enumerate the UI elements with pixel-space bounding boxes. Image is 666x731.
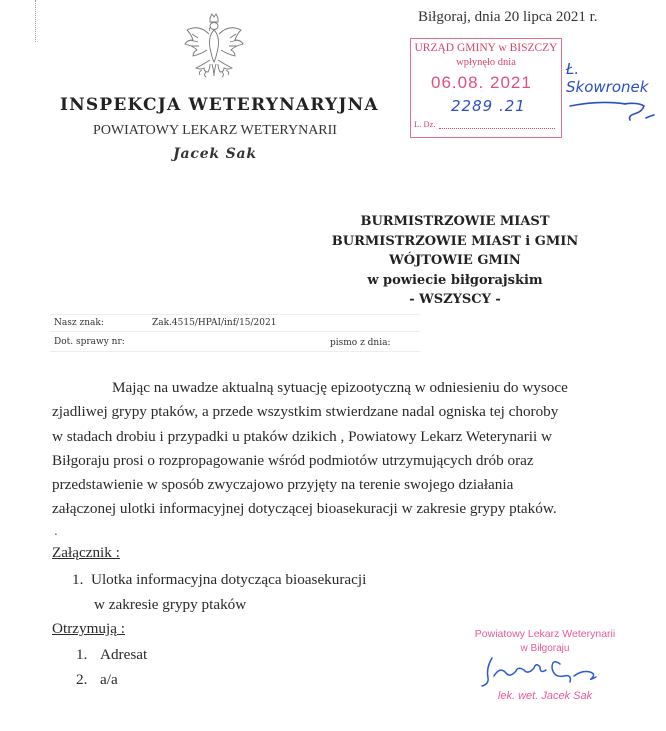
distribution-text: a/a [100, 670, 118, 688]
polish-eagle-icon [182, 12, 246, 80]
addressee-line: BURMISTRZOWIE MIAST [360, 214, 550, 229]
signature-stamp-name: lek. wet. Jacek Sak [497, 690, 593, 702]
organization-subtitle: POWIATOWY LEKARZ WETERYNARII [93, 123, 337, 138]
receipt-stamp [410, 38, 562, 138]
trailing-dot: . [54, 524, 58, 538]
body-line: w stadach drobiu i przypadki u ptaków dzikich , Powiatowy Lekarz Weterynarii w [52, 427, 552, 445]
handwritten-signature [470, 656, 620, 688]
body-line: zjadliwej grypy ptaków, a przede wszystkim stwierdzane nadal ogniska tej choroby [52, 403, 559, 421]
body-line: Biłgoraju prosi o rozpropagowanie wśród podmiotów utrzymujących drób oraz [52, 451, 534, 469]
stamp-received-label: wpłynęło dnia [456, 57, 516, 68]
handwritten-ink-strokes [566, 96, 662, 136]
our-reference-value: Zak.4515/HPAI/inf/15/2021 [152, 318, 277, 328]
stamp-ldz-number: 2289 .21 [451, 97, 526, 115]
attachment-item [72, 568, 366, 617]
reference-divider [50, 331, 420, 332]
addressee-line: w powiecie biłgorajskim [367, 272, 543, 288]
stamp-received-date: 06.08. 2021 [431, 73, 532, 92]
our-reference-label: Nasz znak: [54, 318, 104, 328]
addressee-line: WÓJTOWIE GMIN [389, 253, 521, 268]
body-line: przedstawienie w sposób zwyczajowo przyjęty na terenie swojego działania [52, 476, 514, 494]
attachment-text: Ulotka informacyjna dotycząca bioasekuracji [90, 571, 367, 588]
distribution-number: 2. [76, 670, 88, 688]
case-number-label: Dot. sprawy nr: [54, 337, 125, 347]
body-line: załączonej ulotki informacyjnej dotyczącej bioasekuracji w zakresie grypy ptaków. [52, 500, 557, 518]
distribution-item [76, 643, 147, 668]
reference-divider [50, 314, 420, 315]
signature-stamp-place: w Biłgoraju [520, 643, 570, 654]
stamp-office-name: URZĄD GMINY w BISZCZY [414, 42, 558, 54]
signature-stamp-title: Powiatowy Lekarz Weterynarii [474, 628, 616, 640]
distribution-item [76, 668, 147, 693]
letter-body [52, 376, 664, 522]
stamp-ldz-label: L. Dz. [414, 119, 436, 129]
distribution-list [76, 643, 147, 692]
letter-date-label: pismo z dnia: [330, 338, 391, 348]
handwritten-note: Ł. Skowronek [566, 60, 649, 96]
body-line: Mając na uwadze aktualną sytuację epizootyczną w odniesieniu do wysoce [112, 379, 568, 396]
place-and-date: Biłgoraj, dnia 20 lipca 2021 r. [418, 9, 598, 25]
attachment-number: 1. [72, 571, 84, 588]
distribution-text: Adresat [100, 646, 148, 663]
addressee-line: BURMISTRZOWIE MIAST i GMIN [331, 233, 579, 249]
distribution-number: 1. [76, 646, 88, 663]
addressee-block [330, 212, 580, 310]
attachments-heading: Załącznik : [52, 544, 120, 561]
organization-title: INSPEKCJA WETERYNARYJNA [60, 95, 379, 115]
scan-margin-mark [35, 0, 38, 42]
addressee-line: - WSZYSCY - [409, 292, 501, 307]
reference-divider [50, 351, 420, 352]
distribution-heading: Otrzymują : [52, 620, 125, 637]
attachment-text-continued: w zakresie grypy ptaków [94, 595, 247, 613]
stamp-ldz-line [439, 128, 555, 129]
organization-person: Jacek Sak [173, 146, 257, 162]
